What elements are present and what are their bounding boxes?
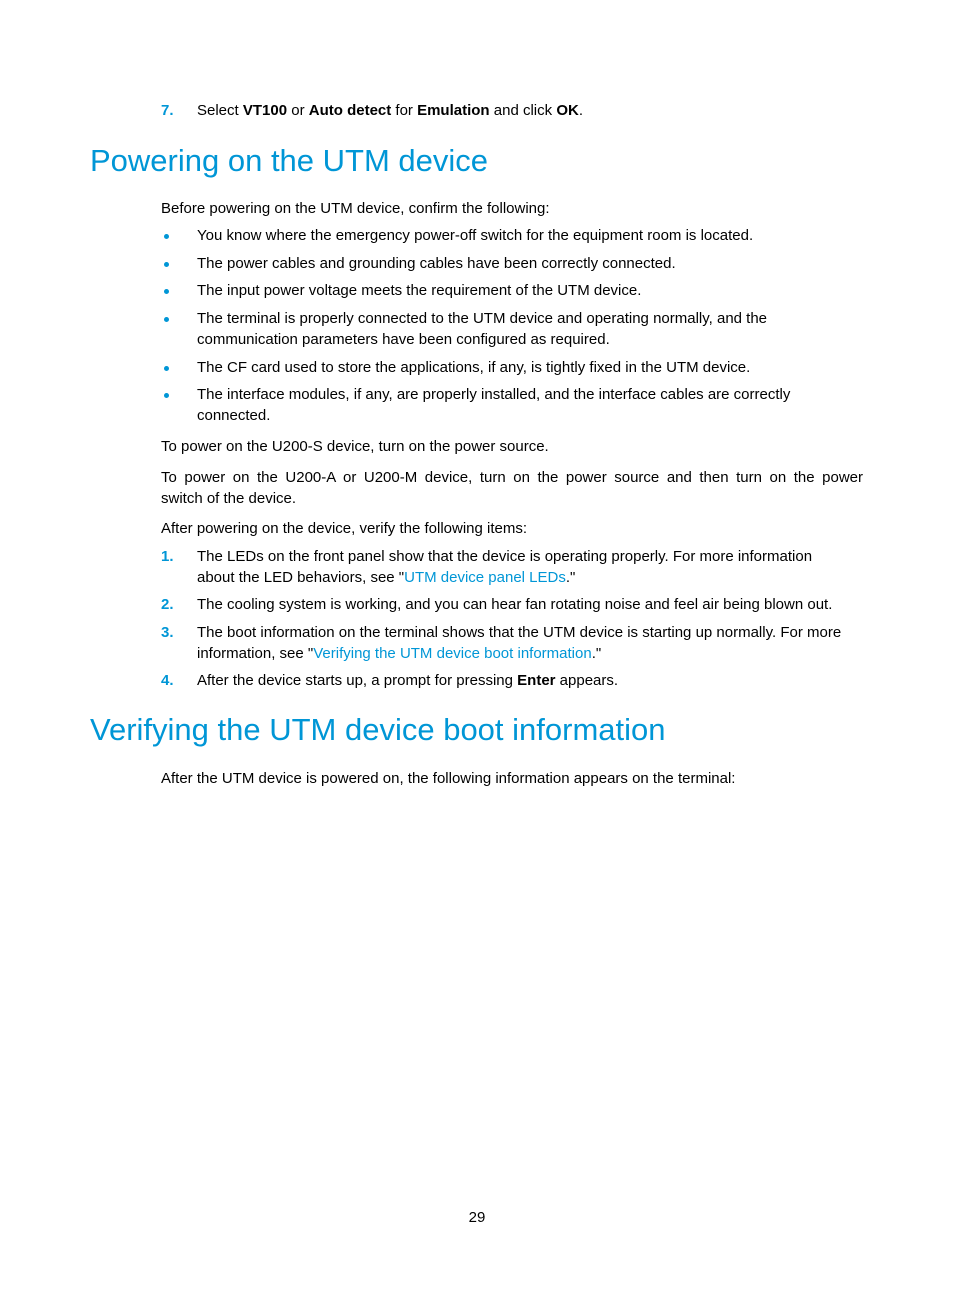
step-text: [197, 643, 601, 664]
bullet-icon: [164, 393, 169, 398]
section-heading: Powering on the UTM device: [90, 143, 489, 178]
step-text: The LEDs on the front panel show that the device is operating properly. For more information: [197, 548, 813, 565]
bold-term: OK: [556, 102, 579, 119]
step-number: 7.: [161, 102, 174, 119]
paragraph: Before powering on the UTM device, confirm the following:: [161, 200, 550, 217]
step-text: [197, 567, 575, 588]
bold-term: Enter: [517, 672, 556, 689]
bullet-text: The CF card used to store the applications, if any, is tightly fixed in the UTM device.: [197, 359, 751, 376]
step-text: [197, 670, 618, 691]
paragraph: After powering on the device, verify the following items:: [161, 520, 528, 537]
bullet-text: connected.: [197, 407, 271, 424]
bullet-icon: [164, 234, 169, 239]
bold-term: Auto detect: [308, 102, 392, 119]
text-run: Select: [197, 102, 243, 119]
verifying-boot-information-link[interactable]: Verifying the UTM device boot information: [313, 645, 592, 662]
paragraph: switch of the device.: [161, 490, 297, 507]
bold-term: Emulation: [417, 102, 490, 119]
text-run: for: [391, 102, 418, 119]
bullet-icon: [164, 262, 169, 267]
bullet-icon: [164, 317, 169, 322]
bullet-text: The input power voltage meets the requirement of the UTM device.: [197, 282, 642, 299]
step-text: The boot information on the terminal shows that the UTM device is starting up normally. For more: [197, 624, 842, 641]
text-run: or: [287, 102, 309, 119]
paragraph: After the UTM device is powered on, the following information appears on the terminal:: [161, 770, 736, 787]
step-number: 1.: [161, 548, 174, 565]
step-number: 2.: [161, 596, 174, 613]
bold-term: VT100: [242, 102, 288, 119]
paragraph: To power on the U200-S device, turn on the power source.: [161, 438, 549, 455]
section-heading: Verifying the UTM device boot information: [90, 712, 666, 747]
text-run: .: [578, 102, 583, 119]
text-run: and click: [489, 102, 557, 119]
page-number: 29: [468, 1209, 486, 1226]
paragraph: To power on the U200-A or U200-M device, turn on the power source and then turn on the power: [161, 469, 863, 486]
utm-device-panel-leds-link[interactable]: UTM device panel LEDs: [404, 569, 566, 586]
bullet-text: The interface modules, if any, are properly installed, and the interface cables are correctly: [197, 386, 791, 403]
bullet-text: The terminal is properly connected to the UTM device and operating normally, and the: [197, 310, 768, 327]
bullet-icon: [164, 289, 169, 294]
step-number: 4.: [161, 672, 174, 689]
text-run: about the LED behaviors, see ": [197, 569, 405, 586]
text-run: appears.: [555, 672, 619, 689]
step-number: 3.: [161, 624, 174, 641]
bullet-icon: [164, 366, 169, 371]
step-text: [197, 100, 583, 121]
text-run: .": [565, 569, 576, 586]
bullet-text: The power cables and grounding cables have been correctly connected.: [197, 255, 676, 272]
bullet-text: communication parameters have been configured as required.: [197, 331, 610, 348]
text-run: .": [591, 645, 602, 662]
step-text: The cooling system is working, and you can hear fan rotating noise and feel air being blown out.: [197, 596, 833, 613]
text-run: After the device starts up, a prompt for pressing: [197, 672, 518, 689]
bullet-text: You know where the emergency power-off switch for the equipment room is located.: [197, 227, 754, 244]
text-run: information, see ": [197, 645, 314, 662]
